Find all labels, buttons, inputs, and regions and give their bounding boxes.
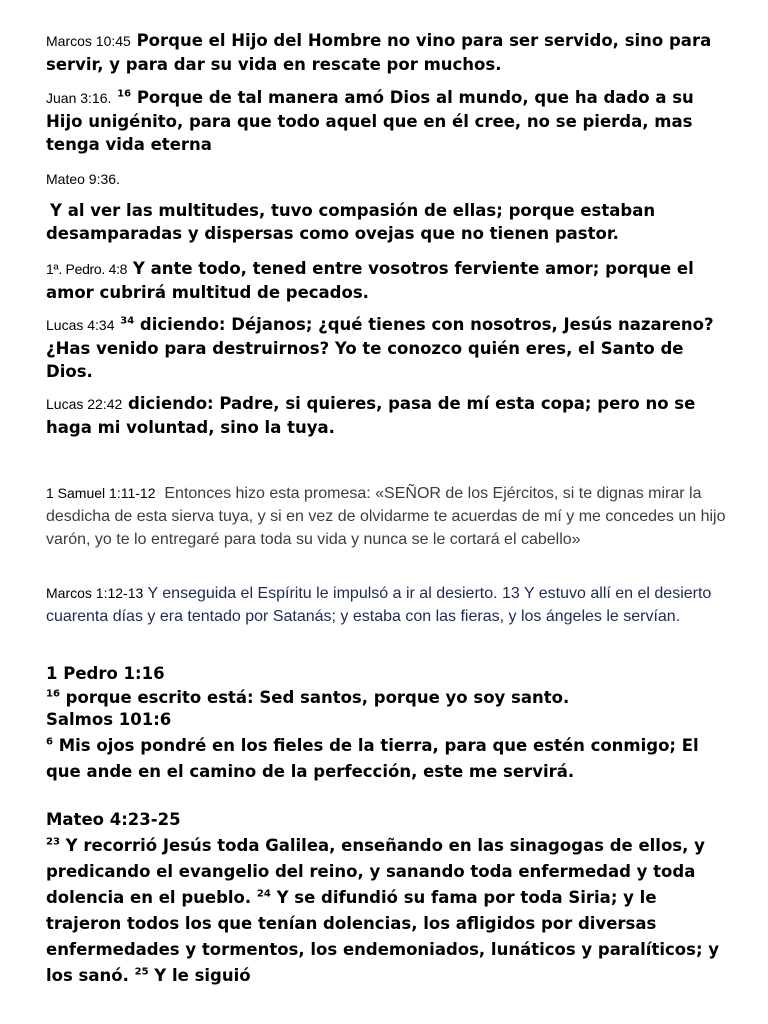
verse-reference: 1ª. Pedro. 4:8: [46, 261, 128, 277]
verse-reference: Marcos 1:12-13: [46, 585, 144, 601]
verse-1-pedro-1-16: [46, 686, 726, 709]
verse-text: Entonces hizo esta promesa: «SEÑOR de los Ejércitos, si te dignas mirar la desdicha de esta sierva tuya, y si en vez de olvidarme te acuerdas de mí y me concedes un hijo varón, yo te lo entregaré para toda su vida y nunca se le cortará el cabello»: [46, 485, 726, 548]
verse-marcos-1-12: [46, 582, 726, 628]
verse-reference: Juan 3:16.: [46, 90, 112, 106]
verse-reference: Lucas 22:42: [46, 396, 123, 412]
verse-number: 16: [117, 88, 132, 100]
verse-mateo-9-36: [46, 199, 726, 245]
verse-number: 25: [134, 966, 149, 978]
heading-salmos-101-6: Salmos 101:6: [46, 710, 172, 729]
verse-1-samuel-1-11: [46, 482, 726, 551]
verse-text: Y enseguida el Espíritu le impulsó a ir al desierto. 13 Y estuvo allí en el desierto cuarenta días y era tentado por Satanás; y estaba con las fieras, y los ángeles le servían.: [46, 585, 712, 625]
verse-number: 6: [46, 736, 53, 748]
verse-reference: Mateo 9:36.: [46, 171, 120, 187]
verse-text: Porque el Hijo del Hombre no vino para ser servido, sino para servir, y para dar su vida en rescate por muchos.: [46, 31, 712, 74]
verse-lucas-4-34: [46, 313, 726, 383]
verse-marcos-10-45: [46, 29, 726, 76]
verse-mateo-9-36-reference-line: [46, 167, 726, 191]
verse-salmos-101-6: [46, 733, 726, 785]
verse-number: 34: [120, 315, 135, 327]
verse-lucas-22-42: [46, 392, 726, 439]
heading-mateo-4-23: Mateo 4:23-25: [46, 810, 181, 829]
verse-text: diciendo: Déjanos; ¿qué tienes con nosotros, Jesús nazareno? ¿Has venido para destruirnos? Yo te conozco quién eres, el Santo de Dios.: [46, 315, 714, 381]
verse-number: 23: [46, 836, 60, 848]
verse-number: 24: [256, 888, 271, 900]
verse-reference: Lucas 4:34: [46, 317, 115, 333]
verse-text: Y ante todo, tened entre vosotros ferviente amor; porque el amor cubrirá multitud de pecados.: [46, 259, 694, 302]
verse-text: Mis ojos pondré en los fieles de la tierra, para que estén conmigo; El que ande en el camino de la perfección, este me servirá.: [46, 736, 699, 781]
verse-text: Y le siguió: [154, 966, 251, 985]
verse-1-pedro-4-8: [46, 257, 726, 304]
verse-text: Y al ver las multitudes, tuvo compasión de ellas; porque estaban desamparadas y dispersas como ovejas que no tienen pastor.: [46, 201, 656, 243]
verse-text: Porque de tal manera amó Dios al mundo, que ha dado a su Hijo unigénito, para que todo aquel que en él cree, no se pierda, mas tenga vida eterna: [46, 88, 694, 154]
verse-text: Y se difundió su fama por toda Siria; y le trajeron todos los que tenían dolencias, los afligidos por diversas enfermedades y tormentos, los endemoniados, lunáticos y paralíticos; y los sanó.: [46, 888, 720, 985]
verse-reference: 1 Samuel 1:11-12: [46, 485, 156, 501]
verse-number: 16: [46, 688, 60, 700]
heading-1-pedro-1-16: 1 Pedro 1:16: [46, 664, 165, 683]
verse-juan-3-16: [46, 86, 726, 156]
verse-text: porque escrito está: Sed santos, porque yo soy santo.: [65, 688, 570, 707]
passage-mateo-4-23-25: [46, 833, 726, 989]
verse-reference: Marcos 10:45: [46, 33, 131, 49]
verse-text: diciendo: Padre, si quieres, pasa de mí esta copa; pero no se haga mi voluntad, sino la tuya.: [46, 394, 696, 437]
verse-text: Y recorrió Jesús toda Galilea, enseñando en las sinagogas de ellos, y predicando el evangelio del reino, y sanando toda enfermedad y toda dolencia en el pueblo.: [46, 836, 705, 907]
